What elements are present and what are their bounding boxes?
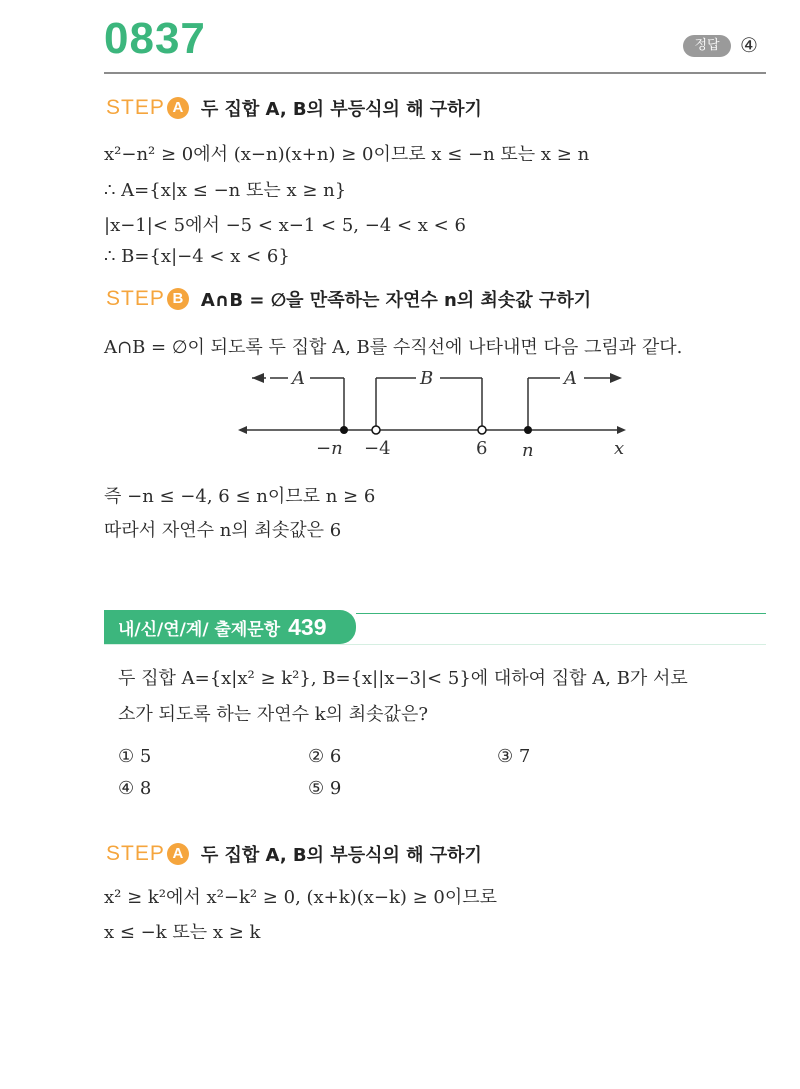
tick-label-neg-4: −4 — [364, 438, 391, 459]
step-b-line-1: 즉 −n ≤ −4, 6 ≤ n이므로 n ≥ 6 — [104, 486, 376, 507]
step-b-title: A∩B = ∅을 만족하는 자연수 n의 최솟값 구하기 — [200, 290, 592, 311]
step-a-heading — [106, 94, 482, 122]
step-a-title: 두 집합 A, B의 부등식의 해 구하기 — [200, 99, 482, 120]
axis-label-x: x — [614, 438, 625, 459]
answer-badge: 정답 — [683, 35, 731, 57]
axis-right-arrow-icon — [617, 426, 626, 434]
step-b-intro: A∩B = ∅이 되도록 두 집합 A, B를 수직선에 나타내면 다음 그림과 같다. — [104, 337, 683, 358]
axis-left-arrow-icon — [238, 426, 247, 434]
step-b-line-2: 따라서 자연수 n의 최솟값은 6 — [104, 520, 342, 541]
choice-2: ② 6 — [308, 746, 342, 767]
step-label: STEP — [106, 842, 165, 865]
step-a2-circle-icon: A — [167, 843, 189, 865]
linked-question-tab-label: 내/신/연/계/ 출제문항 — [118, 619, 281, 640]
tick-label-6: 6 — [476, 438, 488, 459]
choice-1: ① 5 — [118, 746, 152, 767]
step-a2-title: 두 집합 A, B의 부등식의 해 구하기 — [200, 845, 482, 866]
step-a-circle-icon: A — [167, 97, 189, 119]
header-divider — [104, 72, 766, 74]
linked-question-tab — [104, 610, 356, 644]
step-b-circle-icon: B — [167, 288, 189, 310]
step-a-line-4: ∴ B={x|−4 < x < 6} — [104, 246, 290, 267]
step-a2-heading — [106, 840, 482, 868]
point-neg-n — [340, 426, 348, 434]
choice-5: ⑤ 9 — [308, 778, 342, 799]
answer-value: ④ — [740, 33, 758, 57]
point-6 — [478, 426, 486, 434]
question-line-1: 두 집합 A={x|x² ≥ k²}, B={x||x−3|< 5}에 대하여 집합 A, B가 서로 — [118, 668, 688, 689]
section-divider — [356, 613, 766, 614]
step-a-line-1: x²−n² ≥ 0에서 (x−n)(x+n) ≥ 0이므로 x ≤ −n 또는 x ≥ n — [104, 144, 590, 165]
point-neg-4 — [372, 426, 380, 434]
step-a2-line-2: x ≤ −k 또는 x ≥ k — [104, 922, 261, 943]
set-a-right-arrow-icon — [610, 373, 622, 383]
step-a2-line-1: x² ≥ k²에서 x²−k² ≥ 0, (x+k)(x−k) ≥ 0이므로 — [104, 887, 498, 908]
set-a-left-label: A — [292, 368, 305, 389]
linked-question-number: 439 — [288, 613, 327, 640]
section-underline — [104, 644, 766, 645]
step-b-heading — [106, 285, 591, 313]
step-a-line-2: ∴ A={x|x ≤ −n 또는 x ≥ n} — [104, 180, 347, 201]
tick-label-neg-n: −n — [316, 438, 343, 459]
step-a-line-3: |x−1|< 5에서 −5 < x−1 < 5, −4 < x < 6 — [104, 215, 466, 236]
choice-4: ④ 8 — [118, 778, 152, 799]
tick-label-n: n — [522, 440, 534, 461]
set-a-right-label: A — [564, 368, 577, 389]
number-line-diagram — [230, 364, 640, 464]
point-n — [524, 426, 532, 434]
step-label: STEP — [106, 287, 165, 310]
step-label: STEP — [106, 96, 165, 119]
question-line-2: 소가 되도록 하는 자연수 k의 최솟값은? — [118, 704, 428, 725]
problem-number: 0837 — [104, 14, 206, 63]
set-b-label: B — [420, 368, 434, 389]
choice-3: ③ 7 — [497, 746, 531, 767]
